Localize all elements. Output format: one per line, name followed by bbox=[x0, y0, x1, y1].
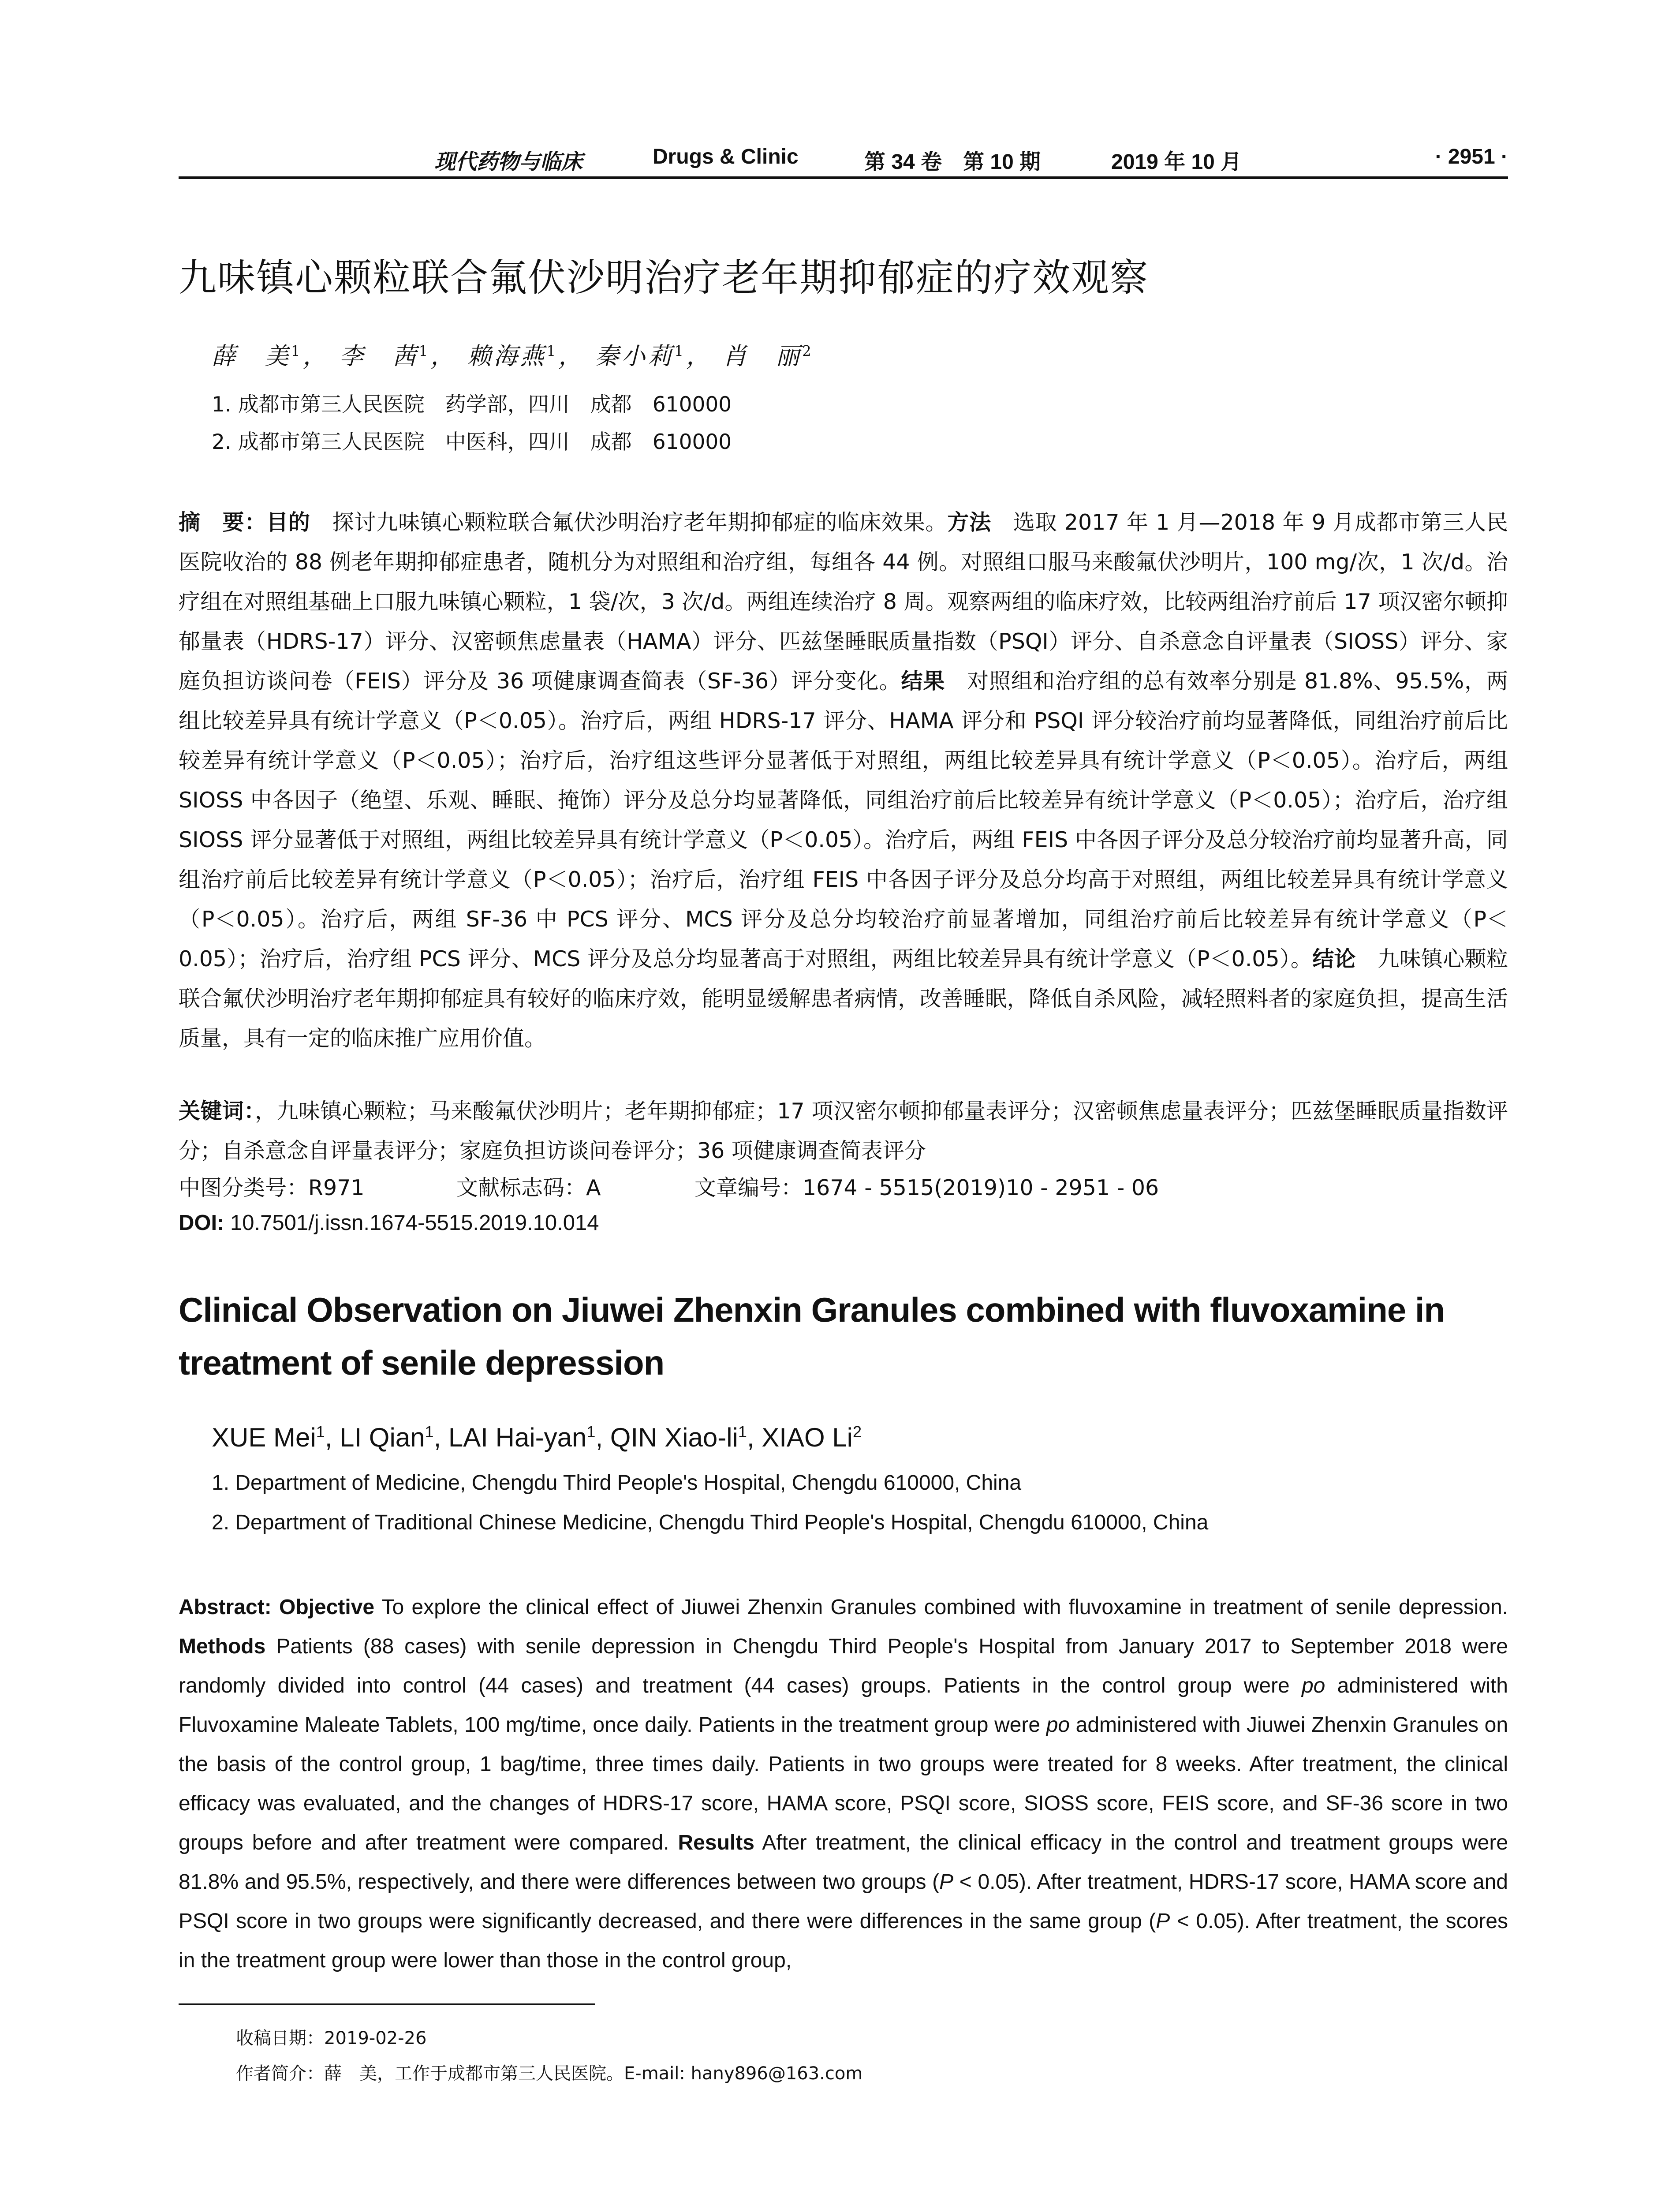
author-sup: 1 bbox=[291, 343, 303, 359]
page-number: · 2951 · bbox=[1435, 145, 1508, 168]
author-sup: 1 bbox=[586, 1423, 596, 1441]
author-sup: 1 bbox=[425, 1423, 434, 1441]
author-en: LI Qian bbox=[340, 1423, 425, 1452]
results-text: 对照组和治疗组的总有效率分别是 81.8%、95.5%，两组比较差异具有统计学意义（P＜0.05）。治疗后，两组 HDRS-17 评分、HAMA 评分和 PSQI 评分较治疗前均显著降低，同组治疗前后比较差异有统计学意义（P＜0.05）；治疗后，治疗组这些评分显著低于对照组，两组比较差异具有统计学意义（P＜0.05）。治疗后，两组 SIOSS 中各因子（绝望、乐观、睡眠、掩饰）评分及总分均显著降低，同组治疗前后比较差异有统计学意义（P＜0.05）；治疗后，治疗组 SIOSS 评分显著低于对照组，两组比较差异具有统计学意义（P＜0.05）。治疗后，两组 FEIS 中各因子评分及总分较治疗前均显著升高，同组治疗前后比较差异有统计学意义（P＜0.05）；治疗后，治疗组 FEIS 中各因子评分及总分均高于对照组，两组比较差异具有统计学意义（P＜0.05）。治疗后，两组 SF-36 中 PCS 评分、MCS 评分及总分均较治疗前显著增加，同组治疗前后比较差异有统计学意义（P＜0.05）；治疗后，治疗组 PCS 评分、MCS 评分及总分均显著高于对照组，两组比较差异具有统计学意义（P＜0.05）。 bbox=[179, 669, 1508, 972]
results-text-en: < 0.05). After treatment, the scores in the treatment group were lower than those in the control group, bbox=[179, 1910, 1508, 1972]
p-italic: P bbox=[1156, 1910, 1170, 1933]
affiliation-en-2: 2. Department of Traditional Chinese Medicine, Chengdu Third People's Hospital, Chengdu 610000, China bbox=[212, 1511, 1209, 1534]
abstract-label-en: Abstract: bbox=[179, 1596, 272, 1619]
doi-value: 10.7501/j.issn.1674-5515.2019.10.014 bbox=[224, 1211, 599, 1235]
author-sup: 1 bbox=[418, 343, 431, 359]
abstract-en bbox=[179, 1588, 1508, 1980]
author-cn: 薛 美 bbox=[212, 342, 291, 370]
author-cn: 秦小莉 bbox=[595, 342, 675, 370]
results-label: 结果 bbox=[901, 669, 945, 694]
methods-label: 方法 bbox=[947, 510, 991, 535]
methods-text: 选取 2017 年 1 月—2018 年 9 月成都市第三人民医院收治的 88 例老年期抑郁症患者，随机分为对照组和治疗组，每组各 44 例。对照组口服马来酸氟伏沙明片，100 mg/次，1 次/d。治疗组在对照组基础上口服九味镇心颗粒，1 袋/次，3 次/d。两组连续治疗 8 周。观察两组的临床疗效，比较两组治疗前后 17 项汉密尔顿抑郁量表（HDRS-17）评分、汉密顿焦虑量表（HAMA）评分、匹兹堡睡眠质量指数（PSQI）评分、自杀意念自评量表（SIOSS）评分、家庭负担访谈问卷（FEIS）评分及 36 项健康调查简表（SF-36）评分变化。 bbox=[179, 510, 1508, 694]
clc-number: 中图分类号：R971 bbox=[179, 1175, 365, 1200]
objective-label: 目的 bbox=[266, 510, 310, 535]
methods-label-en: Methods bbox=[179, 1635, 266, 1658]
footnote-rule bbox=[179, 2003, 595, 2005]
author-cn: 肖 丽 bbox=[723, 342, 803, 370]
results-text-en: After treatment, the clinical efficacy in the control and treatment groups were 81.8% and 95.5%, respectively, and there were differences between two groups ( bbox=[179, 1831, 1508, 1894]
objective-label-en: Objective bbox=[279, 1596, 375, 1619]
keywords-text: ，九味镇心颗粒；马来酸氟伏沙明片；老年期抑郁症；17 项汉密尔顿抑郁量表评分；汉密顿焦虑量表评分；匹兹堡睡眠质量指数评分；自杀意念自评量表评分；家庭负担访谈问卷评分；36 项健康调查简表评分 bbox=[179, 1099, 1508, 1163]
objective-text: 探讨九味镇心颗粒联合氟伏沙明治疗老年期抑郁症的临床效果。 bbox=[310, 510, 948, 535]
author-sup: 1 bbox=[674, 343, 686, 359]
affiliation-en-1: 1. Department of Medicine, Chengdu Third People's Hospital, Chengdu 610000, China bbox=[212, 1471, 1022, 1495]
journal-name-en: Drugs & Clinic bbox=[653, 145, 799, 168]
methods-text-en: administered with Fluvoxamine Maleate Tablets, 100 mg/time, once daily. Patients in the treatment group were bbox=[179, 1674, 1508, 1737]
document-code: 文献标志码：A bbox=[456, 1175, 601, 1200]
volume-issue: 第 34 卷 第 10 期 bbox=[864, 150, 1041, 174]
results-label-en: Results bbox=[678, 1831, 754, 1854]
author-en: LAI Hai-yan bbox=[448, 1423, 587, 1452]
keywords-cn bbox=[179, 1091, 1508, 1171]
author-cn: 赖海燕 bbox=[467, 342, 547, 370]
journal-name-cn: 现代药物与临床 bbox=[434, 149, 583, 174]
author-sup: 1 bbox=[316, 1423, 325, 1441]
authors-en: XUE Mei$^1$, LI Qian$^1$, LAI Hai-yan$^1$, QIN Xiao-$li^1$, XIAO Li$^2$ bbox=[212, 1423, 862, 1452]
objective-text-en: To explore the clinical effect of Jiuwei Zhenxin Granules combined with fluvoxamine in treatment of senile depression. bbox=[374, 1596, 1508, 1619]
po-italic: po bbox=[1046, 1713, 1070, 1737]
footnote-received: 收稿日期：2019-02-26 bbox=[236, 2028, 427, 2048]
doi-label: DOI: bbox=[179, 1211, 224, 1235]
authors-cn: 薛 美$^1$， 李 茜$^1$， 赖海燕$^1$， 秦小莉$^1$， 肖 丽$^2$ bbox=[212, 342, 814, 370]
po-italic: po bbox=[1301, 1674, 1325, 1697]
methods-text-en: administered with Jiuwei Zhenxin Granules on the basis of the control group, 1 bag/time, three times daily. Patients in two groups were treated for 8 weeks. After treatment, the clinical efficacy was evaluated, and the changes of HDRS-17 score, HAMA score, PSQI score, SIOSS score, FEIS score, and SF-36 score in two groups before and after treatment were compared. bbox=[179, 1713, 1508, 1854]
author-sup: 1 bbox=[738, 1423, 747, 1441]
methods-text-en: Patients (88 cases) with senile depression in Chengdu Third People's Hospital from January 2017 to September 2018 were randomly divided into control (44 cases) and treatment (44 cases) groups. Patients in the control group were bbox=[179, 1635, 1508, 1697]
p-italic: P bbox=[939, 1870, 954, 1894]
results-text-en: < 0.05). After treatment, HDRS-17 score, HAMA score and PSQI score in two groups were significantly decreased, and there were differences in the same group ( bbox=[179, 1870, 1508, 1933]
abstract-cn bbox=[179, 503, 1508, 1058]
author-en: XIAO Li bbox=[762, 1423, 853, 1452]
title-en: Clinical Observation on Jiuwei Zhenxin Granules combined with fluvoxamine in treatment of senile depression bbox=[179, 1290, 1445, 1382]
keywords-label: 关键词： bbox=[179, 1099, 255, 1124]
conclusion-text: 九味镇心颗粒联合氟伏沙明治疗老年期抑郁症具有较好的临床疗效，能明显缓解患者病情，改善睡眠，降低自杀风险，减轻照料者的家庭负担，提高生活质量，具有一定的临床推广应用价值。 bbox=[179, 946, 1508, 1051]
affiliation-cn-1: 1. 成都市第三人民医院 药学部，四川 成都 610000 bbox=[212, 392, 732, 417]
author-en: QIN Xiao-li bbox=[610, 1423, 738, 1452]
affiliation-cn-2: 2. 成都市第三人民医院 中医科，四川 成都 610000 bbox=[212, 430, 732, 454]
author-en: XUE Mei bbox=[212, 1423, 316, 1452]
issue-date: 2019 年 10 月 bbox=[1111, 150, 1242, 174]
title-cn: 九味镇心颗粒联合氟伏沙明治疗老年期抑郁症的疗效观察 bbox=[179, 256, 1149, 300]
author-cn: 李 茜 bbox=[339, 342, 419, 370]
author-sup: 1 bbox=[546, 343, 559, 359]
conclusion-label: 结论 bbox=[1312, 946, 1356, 972]
footnote-author-info: 作者简介：薛 美，工作于成都市第三人民医院。E-mail: hany896@163.com bbox=[236, 2063, 863, 2084]
author-sup: 2 bbox=[852, 1423, 862, 1441]
author-sup: 2 bbox=[802, 343, 814, 359]
article-number: 文章编号：1674 - 5515(2019)10 - 2951 - 06 bbox=[694, 1175, 1159, 1200]
running-header bbox=[179, 141, 1508, 176]
abstract-label: 摘 要： bbox=[179, 510, 267, 535]
header-rule bbox=[179, 176, 1508, 179]
doi bbox=[179, 1211, 599, 1235]
